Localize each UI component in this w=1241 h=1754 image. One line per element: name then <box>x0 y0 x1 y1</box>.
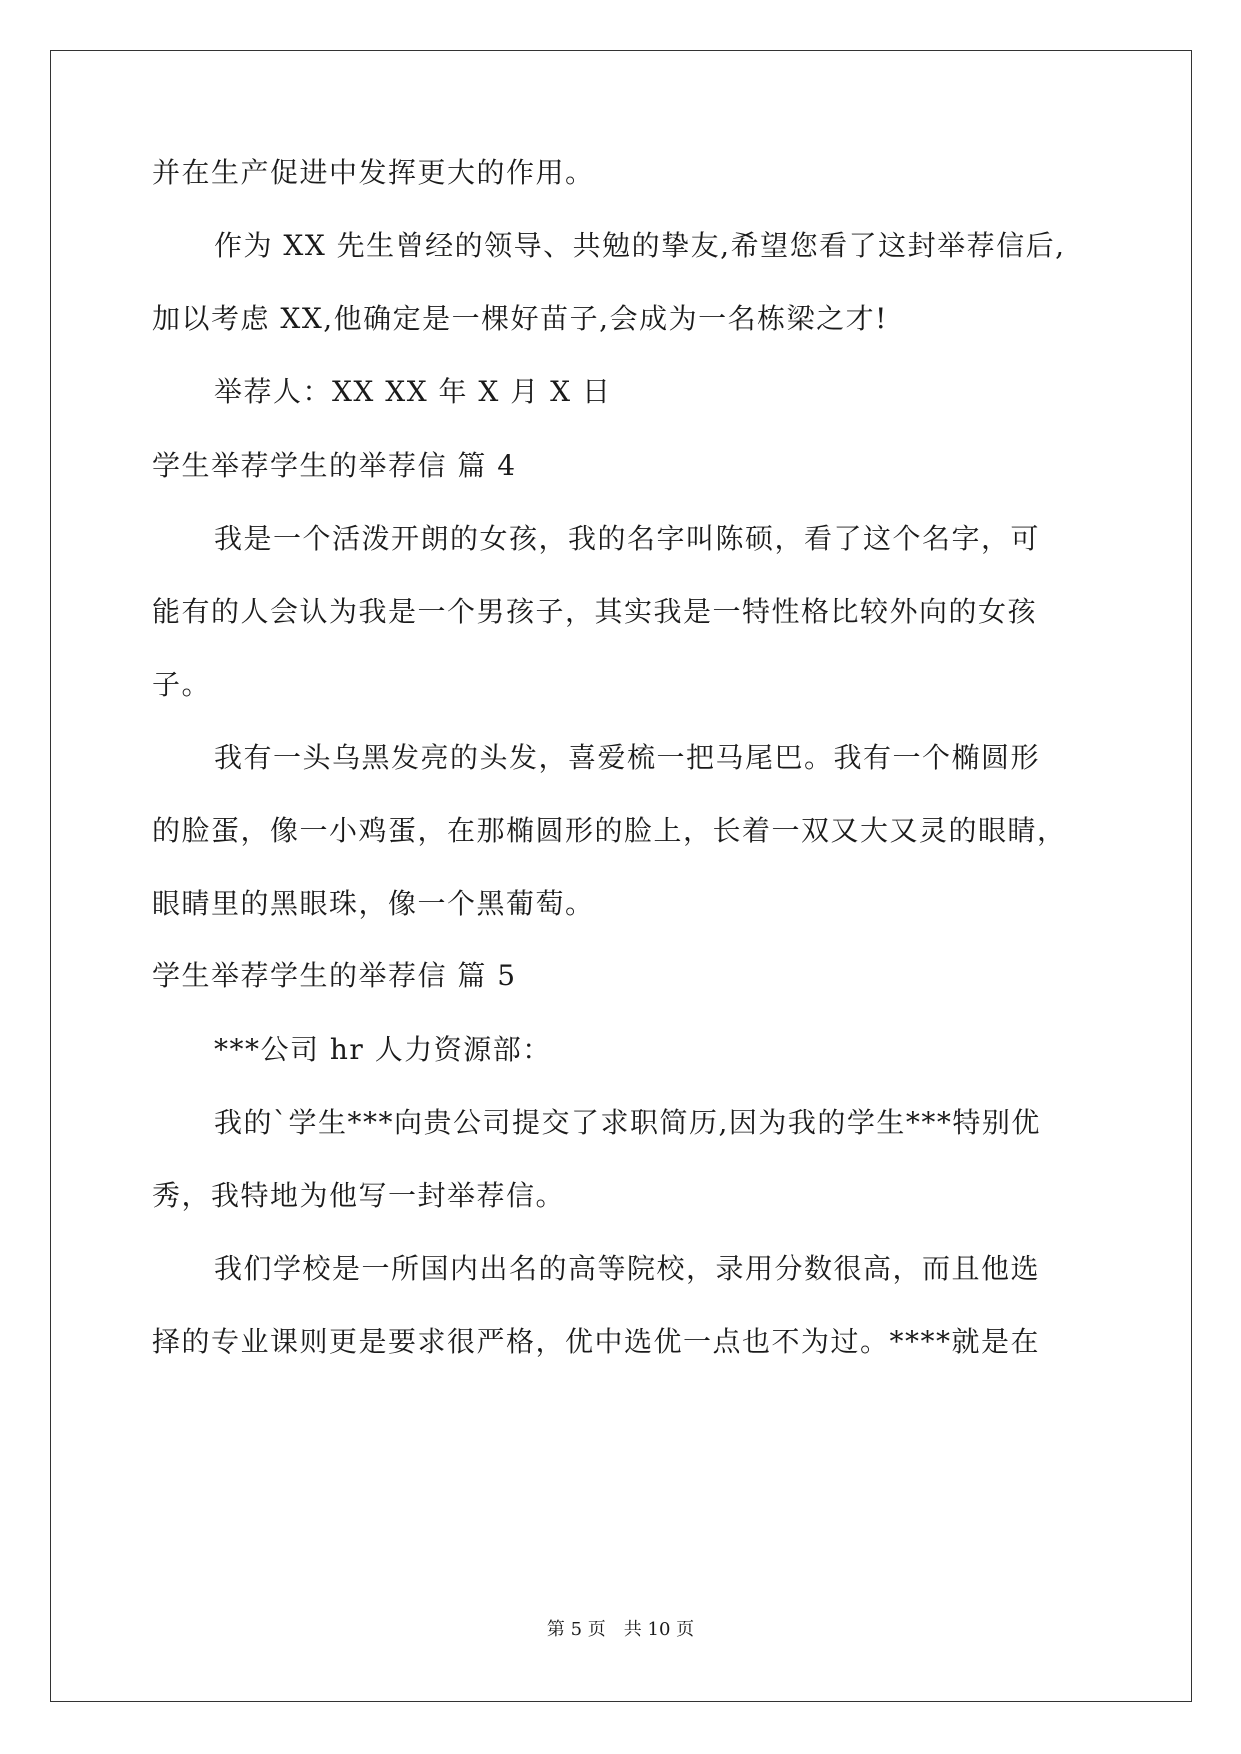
paragraph-line: 我是一个活泼开朗的女孩，我的名字叫陈硕，看了这个名字，可 <box>214 522 1041 555</box>
paragraph-line: 子。 <box>152 668 212 701</box>
signature-line: 举荐人：XX XX 年 X 月 X 日 <box>214 375 612 408</box>
paragraph-line: 加以考虑 XX,他确定是一棵好苗子,会成为一名栋梁之才! <box>152 302 888 335</box>
section-heading: 学生举荐学生的举荐信 篇 4 <box>152 449 517 482</box>
paragraph-line: 择的专业课则更是要求很严格，优中选优一点也不为过。****就是在 <box>152 1325 1041 1358</box>
page-frame <box>50 50 1192 1702</box>
paragraph-line: 并在生产促进中发挥更大的作用。 <box>152 156 595 189</box>
paragraph-line: 我有一头乌黑发亮的头发，喜爱梳一把马尾巴。我有一个椭圆形 <box>214 741 1041 774</box>
page-number-footer: 第 5 页 共 10 页 <box>546 1619 695 1640</box>
paragraph-line: 作为 XX 先生曾经的领导、共勉的挚友,希望您看了这封举荐信后, <box>214 229 1066 262</box>
paragraph-line: 眼睛里的黑眼珠，像一个黑葡萄。 <box>152 887 595 920</box>
paragraph-line: 的脸蛋，像一小鸡蛋，在那椭圆形的脸上，长着一双又大又灵的眼睛， <box>152 814 1067 847</box>
paragraph-line: 能有的人会认为我是一个男孩子，其实我是一特性格比较外向的女孩 <box>152 595 1038 628</box>
paragraph-line: 我的`学生***向贵公司提交了求职简历,因为我的学生***特别优 <box>214 1106 1041 1139</box>
section-heading: 学生举荐学生的举荐信 篇 5 <box>152 959 517 992</box>
paragraph-line: 秀，我特地为他写一封举荐信。 <box>152 1179 566 1212</box>
salutation-line: ***公司 hr 人力资源部： <box>214 1033 552 1066</box>
paragraph-line: 我们学校是一所国内出名的高等院校，录用分数很高，而且他选 <box>214 1252 1041 1285</box>
